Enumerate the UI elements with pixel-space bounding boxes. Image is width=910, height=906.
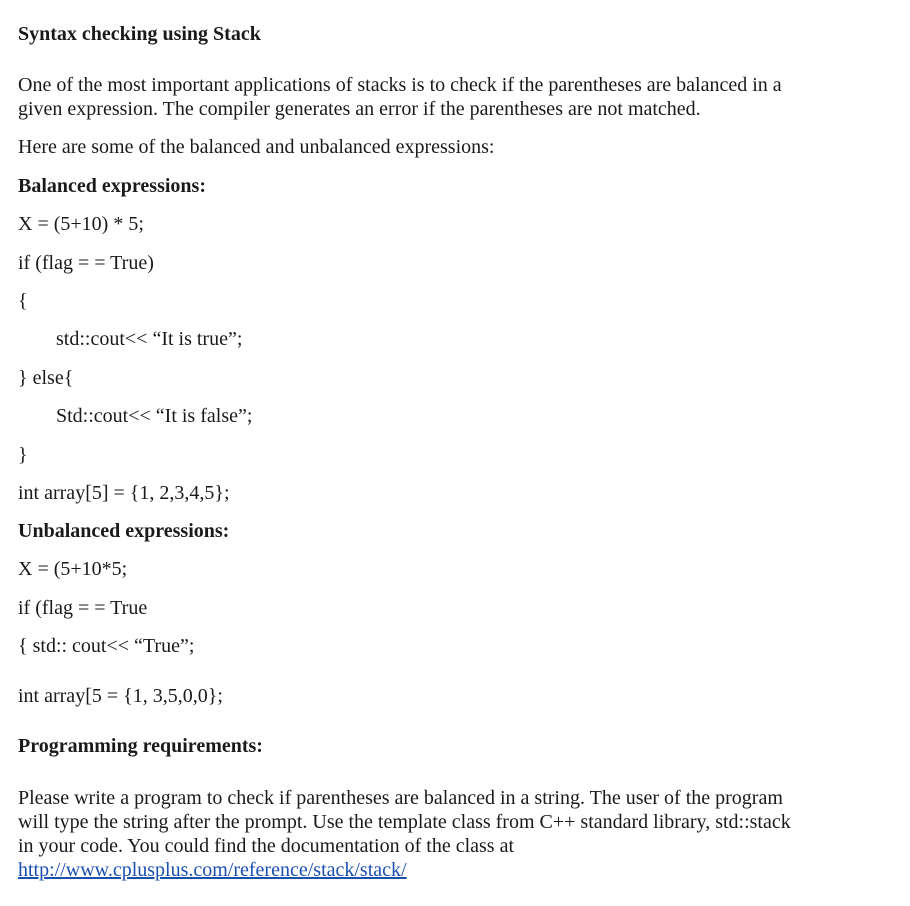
requirements-line-1: Please write a program to check if parentheses are balanced in a string. The user of the program bbox=[18, 787, 783, 809]
balanced-line: } bbox=[18, 444, 28, 466]
balanced-line: Std::cout<< “It is false”; bbox=[56, 405, 253, 427]
unbalanced-heading: Unbalanced expressions: bbox=[18, 520, 230, 542]
balanced-line: if (flag = = True) bbox=[18, 252, 154, 274]
balanced-line: std::cout<< “It is true”; bbox=[56, 328, 243, 350]
requirements-line-3: in your code. You could find the documentation of the class at bbox=[18, 835, 515, 857]
requirements-line-2: will type the string after the prompt. Use the template class from C++ standard library, std::stack bbox=[18, 811, 791, 833]
unbalanced-line: X = (5+10*5; bbox=[18, 558, 128, 580]
requirements-heading: Programming requirements: bbox=[18, 735, 263, 757]
balanced-heading: Balanced expressions: bbox=[18, 175, 206, 197]
documentation-link[interactable]: http://www.cplusplus.com/reference/stack/stack/ bbox=[18, 859, 407, 881]
page-title: Syntax checking using Stack bbox=[18, 23, 261, 45]
intro-line-2: given expression. The compiler generates an error if the parentheses are not matched. bbox=[18, 98, 701, 120]
unbalanced-line: { std:: cout<< “True”; bbox=[18, 635, 195, 657]
balanced-line: int array[5] = {1, 2,3,4,5}; bbox=[18, 482, 230, 504]
balanced-line: { bbox=[18, 290, 28, 312]
balanced-line: } else{ bbox=[18, 367, 74, 389]
unbalanced-line: int array[5 = {1, 3,5,0,0}; bbox=[18, 685, 223, 707]
unbalanced-line: if (flag = = True bbox=[18, 597, 148, 619]
balanced-line: X = (5+10) * 5; bbox=[18, 213, 144, 235]
intro-line-3: Here are some of the balanced and unbalanced expressions: bbox=[18, 136, 495, 158]
intro-line-1: One of the most important applications of stacks is to check if the parentheses are balanced in a bbox=[18, 74, 782, 96]
